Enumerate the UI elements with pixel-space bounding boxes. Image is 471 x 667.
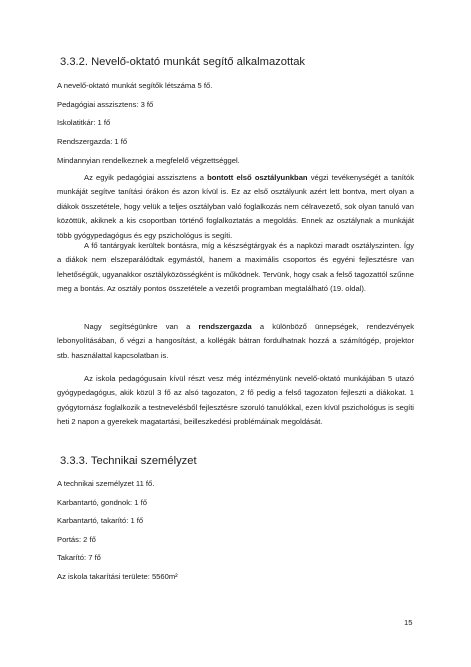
cleaning-area: Az iskola takarítási területe: 5560m² — [57, 572, 178, 581]
bold-system-admin: rendszergazda — [198, 322, 252, 331]
paragraph-split-class: Az egyik pedagógiai asszisztens a bontott első osztályunkban végzi tevékenységét a tanítók munkáját segítve tanítási órákon és azon kívül is. Ez az első osztályunk azért lett bontva, mert olyan a diákok összetétele, hogy velük a teljes osztályban való foglalkozás nem célravezető, sok olyan tanuló van közöttük, akiknek a kis csoportban történő foglalkoztatás a megoldás. Ennek az osztálynak a munkáját több gyógypedagógus és egy pszichológus is segíti. — [57, 173, 414, 240]
bold-split-class: bontott első osztályunkban — [207, 173, 308, 182]
system-administrator: Rendszergazda: 1 fő — [57, 137, 128, 146]
section-heading-3-3-3: 3.3.3. Technikai személyzet — [60, 455, 197, 467]
helper-staff-count: A nevelő-oktató munkát segítők létszáma 5 fő. — [57, 81, 213, 90]
qualification-statement: Mindannyian rendelkeznek a megfelelő végzettséggel. — [57, 156, 240, 165]
paragraph-subjects-split: A fő tantárgyak kerültek bontásra, míg a készségtárgyak és a napközi maradt osztályszinten. Így a diákok nem elszeparálódtak egymástól, hanem a maximális csoportos és egyéni fejlesztésre van lehetőségük, ugyanakkor osztályközösségként is működnek. Tervünk, hogy csak a felső tagozattól szűnne meg a bontás. Az osztály pontos összetétele a vezetői programban megtalálható (19. oldal). — [57, 241, 414, 294]
pedagogical-assistants: Pedagógiai asszisztens: 3 fő — [57, 100, 154, 109]
school-secretary: Iskolatitkár: 1 fő — [57, 118, 111, 127]
paragraph-system-admin: Nagy segítségünkre van a rendszergazda a különböző ünnepségek, rendezvények lebonyolításában, ő végzi a hangosítást, a kollégák bátran fordulhatnak hozzá a számítógép, projektor stb. használattal kapcsolatban is. — [57, 322, 414, 360]
cleaners: Takarító: 7 fő — [57, 553, 101, 562]
porters: Portás: 2 fő — [57, 535, 96, 544]
maintenance-caretaker: Karbantartó, gondnok: 1 fő — [57, 498, 147, 507]
page-number: 15 — [404, 618, 413, 627]
maintenance-cleaner: Karbantartó, takarító: 1 fő — [57, 516, 144, 525]
paragraph-special-educators: Az iskola pedagógusain kívül részt vesz még intézményünk nevelő-oktató munkájában 5 utazó gyógypedagógus, akik közül 3 fő az alsó tagozaton, 2 fő pedig a felső tagozaton fejleszti a diákokat. 1 gyógytornász foglalkozik a testnevelésből fejlesztésre szoruló tanulókkal, ezen kívül pszichológus is segíti heti 2 napon a gyerekek magatartási, beilleszkedési problémáinak megoldását. — [57, 374, 414, 427]
section-heading-3-3-2: 3.3.2. Nevelő-oktató munkát segítő alkalmazottak — [60, 56, 306, 68]
technical-staff-count: A technikai személyzet 11 fő. — [57, 479, 155, 488]
